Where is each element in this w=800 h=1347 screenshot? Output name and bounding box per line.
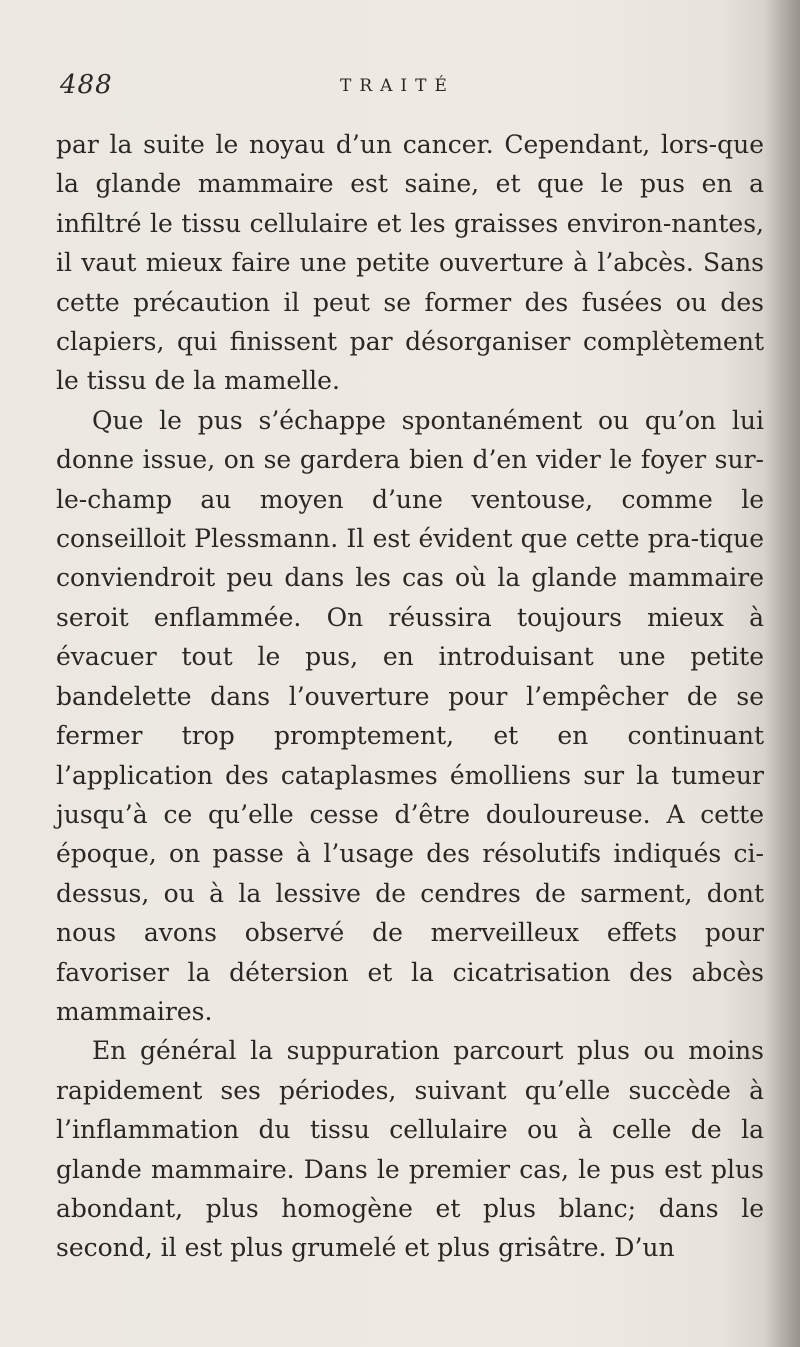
text-body: [56, 125, 764, 1268]
paragraph-pus-evacuation: Que le pus s’échappe spontanément ou qu’on lui donne issue, on se gardera bien d’en vider le foyer sur-le-champ au moyen d’une ventouse, comme le conseilloit Plessmann. Il est évident que cette pra-tique conviendroit peu dans les cas où la glande mammaire seroit enflammée. On réussira toujours mieux à évacuer tout le pus, en introduisant une petite bandelette dans l’ouverture pour l’empêcher de se fermer trop promptement, et en continuant l’application des cataplasmes émolliens sur la tumeur jusqu’à ce qu’elle cesse d’être douloureuse. A cette époque, on passe à l’usage des résolutifs indiqués ci-dessus, ou à la lessive de cendres de sarment, dont nous avons observé de merveilleux effets pour favoriser la détersion et la cicatrisation des abcès mammaires.: [56, 405, 764, 1026]
running-title: TRAITÉ: [340, 76, 455, 96]
page-number: 488: [60, 70, 113, 100]
page-spine-shadow: [764, 0, 800, 1347]
page-header: [60, 70, 760, 120]
paragraph-suppuration: En général la suppuration parcourt plus ou moins rapidement ses périodes, suivant qu’elle succède à l’inflammation du tissu cellulaire ou à celle de la glande mammaire. Dans le premier cas, le pus est plus abondant, plus homogène et plus blanc; dans le second, il est plus grumelé et plus grisâtre. D’un: [56, 1036, 764, 1263]
paragraph-continuation: par la suite le noyau d’un cancer. Cependant, lors-que la glande mammaire est saine, et que le pus en a infiltré le tissu cellulaire et les graisses environ-nantes, il vaut mieux faire une petite ouverture à l’abcès. Sans cette précaution il peut se former des fusées ou des clapiers, qui finissent par désorganiser complètement le tissu de la mamelle.: [56, 130, 764, 396]
